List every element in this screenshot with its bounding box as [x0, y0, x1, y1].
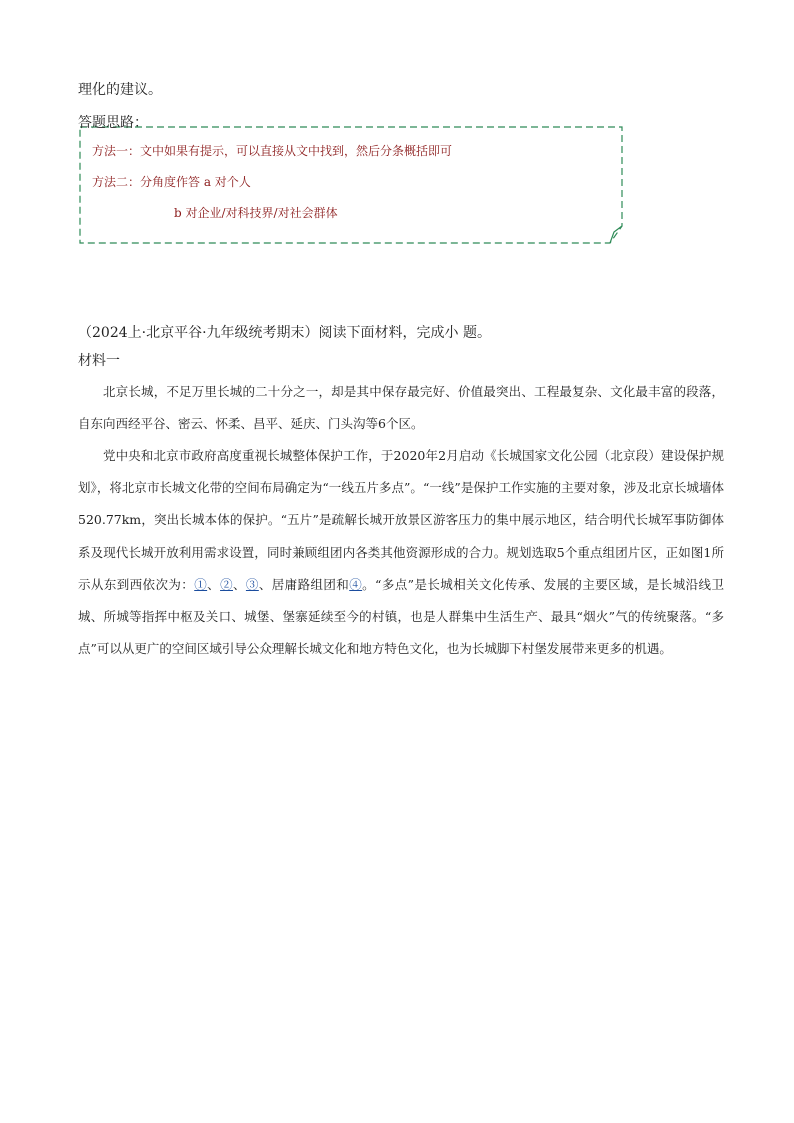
paragraph-2-text-after: 。“多点”是长城相关文化传承、发展的主要区域，是长城沿线卫城、所城等指挥中枢及关口、城堡、堡寨延续至今的村镇，也是人群集中生活生产、最具“烟火”气的传统聚落。“多点”可以从更广的空间区域引导公众理解长城文化和地方特色文化，也为长城脚下村堡发展带来更多的机遇。 — [78, 576, 724, 657]
paragraph-2-text-mid: 、居庸路组团和 — [258, 576, 350, 592]
paragraph-2-text-before: 党中央和北京市政府高度重视长城整体保护工作，于2020年2月启动《长城国家文化公园（北京段）建设保护规划》，将北京市长城文化带的空间布局确定为“一线五片多点”。“一线”是保护工作实施的主要对象，涉及北京长城墙体520.77km，突出长城本体的保护。“五片”是疏解长城开放景区游客压力的集中展示地区，结合明代长城军事防御体系及现代长城开放利用需求设置，同时兼顾组团内各类其他资源形成的合力。规划选取5个重点组团片区，正如图1所示从东到西依次为： — [78, 448, 724, 592]
hint-label: 答题思路： — [78, 115, 148, 131]
separator: 、 — [232, 576, 246, 592]
hint-method-two-b: b 对企业/对科技界/对社会群体 — [174, 206, 338, 220]
material-paragraph-1: 北京长城，不足万里长城的二十分之一，却是其中保存最完好、价值最突出、工程最复杂、文化最丰富的段落，自东向西经平谷、密云、怀柔、昌平、延庆、门头沟等6个区。 — [78, 384, 724, 432]
intro-line: 理化的建议。 — [78, 82, 162, 98]
material-title: 材料一 — [78, 353, 120, 369]
question-source: （2024上·北京平谷·九年级统考期末）阅读下面材料，完成小 题。 — [78, 325, 491, 341]
blank-marker-4: ④ — [349, 576, 363, 592]
blank-marker-2: ② — [220, 576, 233, 592]
hint-method-two: 方法二：分角度作答 a 对个人 — [92, 175, 251, 189]
hint-method-one: 方法一：文中如果有提示，可以直接从文中找到，然后分条概括即可 — [92, 144, 453, 158]
blank-marker-1: ① — [194, 576, 208, 592]
blank-marker-3: ③ — [245, 576, 259, 592]
material-paragraph-2 — [78, 440, 724, 665]
separator: 、 — [207, 576, 221, 592]
